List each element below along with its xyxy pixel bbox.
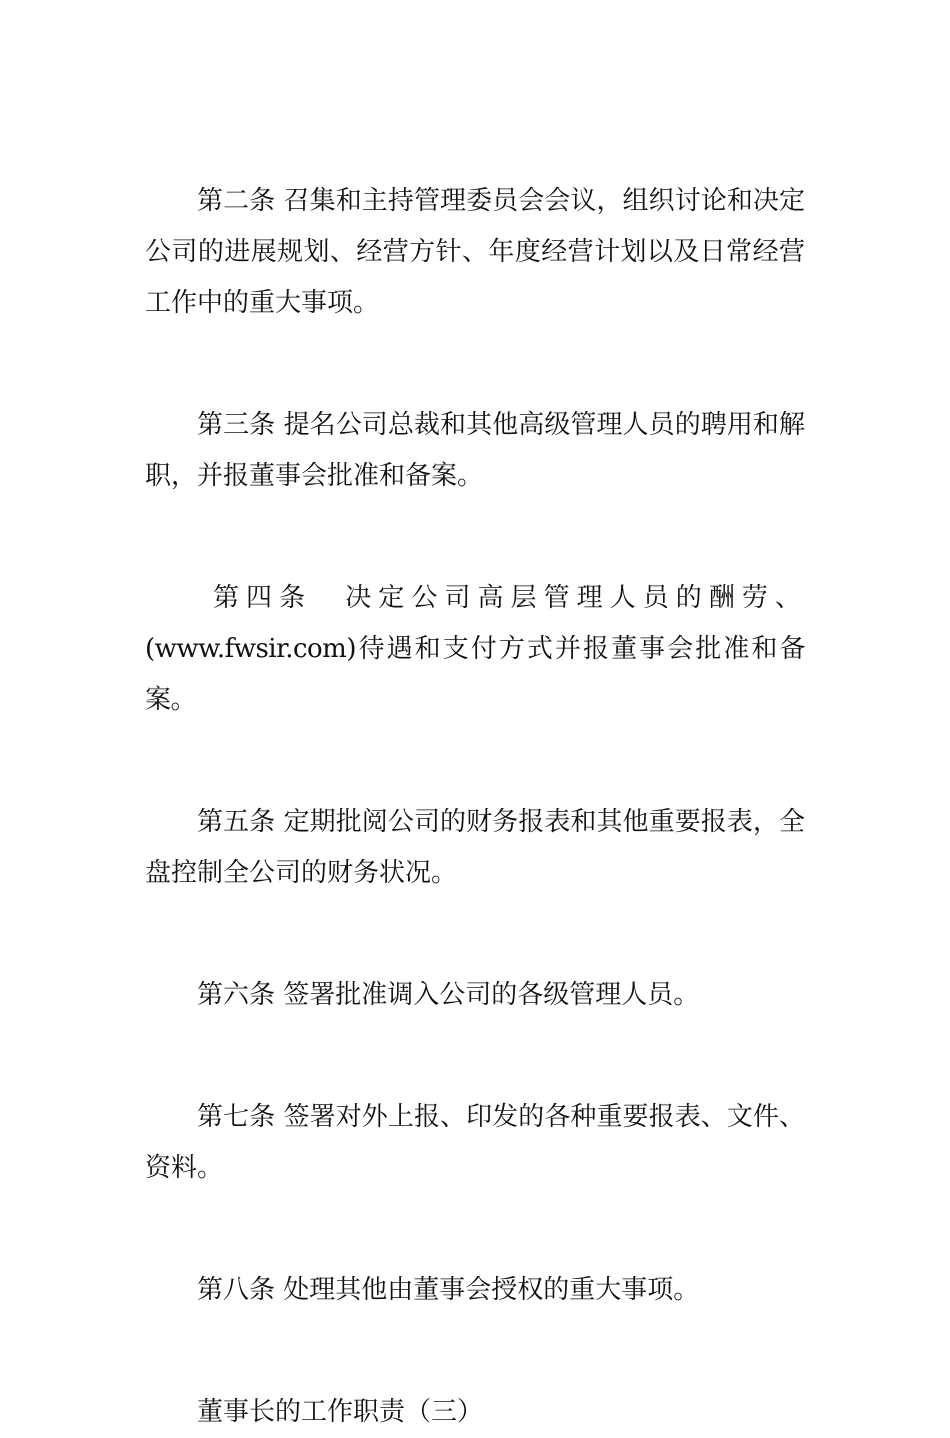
article-8-paragraph: 第八条 处理其他由董事会授权的重大事项。	[197, 1275, 700, 1305]
article-7-paragraph: 第七条 签署对外上报、印发的各种重要报表、文件、资料。	[145, 1102, 805, 1183]
article-5-paragraph: 第五条 定期批阅公司的财务报表和其他重要报表，全盘控制全公司的财务状况。	[145, 807, 805, 888]
article-4-line-1: 第四条 决定公司高层管理人员的酬劳、	[213, 583, 805, 613]
article-4-paragraph	[145, 573, 805, 726]
article-3-paragraph: 第三条 提名公司总裁和其他高级管理人员的聘用和解职，并报董事会批准和备案。	[145, 410, 805, 491]
section-heading-chairman-duties-3: 董事长的工作职责（三）	[197, 1397, 484, 1427]
article-2-paragraph: 第二条 召集和主持管理委员会会议，组织讨论和决定公司的进展规划、经营方针、年度经营计划以及日常经营工作中的重大事项。	[145, 186, 805, 318]
article-6-paragraph: 第六条 签署批准调入公司的各级管理人员。	[197, 980, 700, 1010]
article-4-line-2: (www.fwsir.com)待遇和支付方式并报董事会批准和备案。	[145, 634, 805, 715]
document-body	[145, 176, 805, 1438]
